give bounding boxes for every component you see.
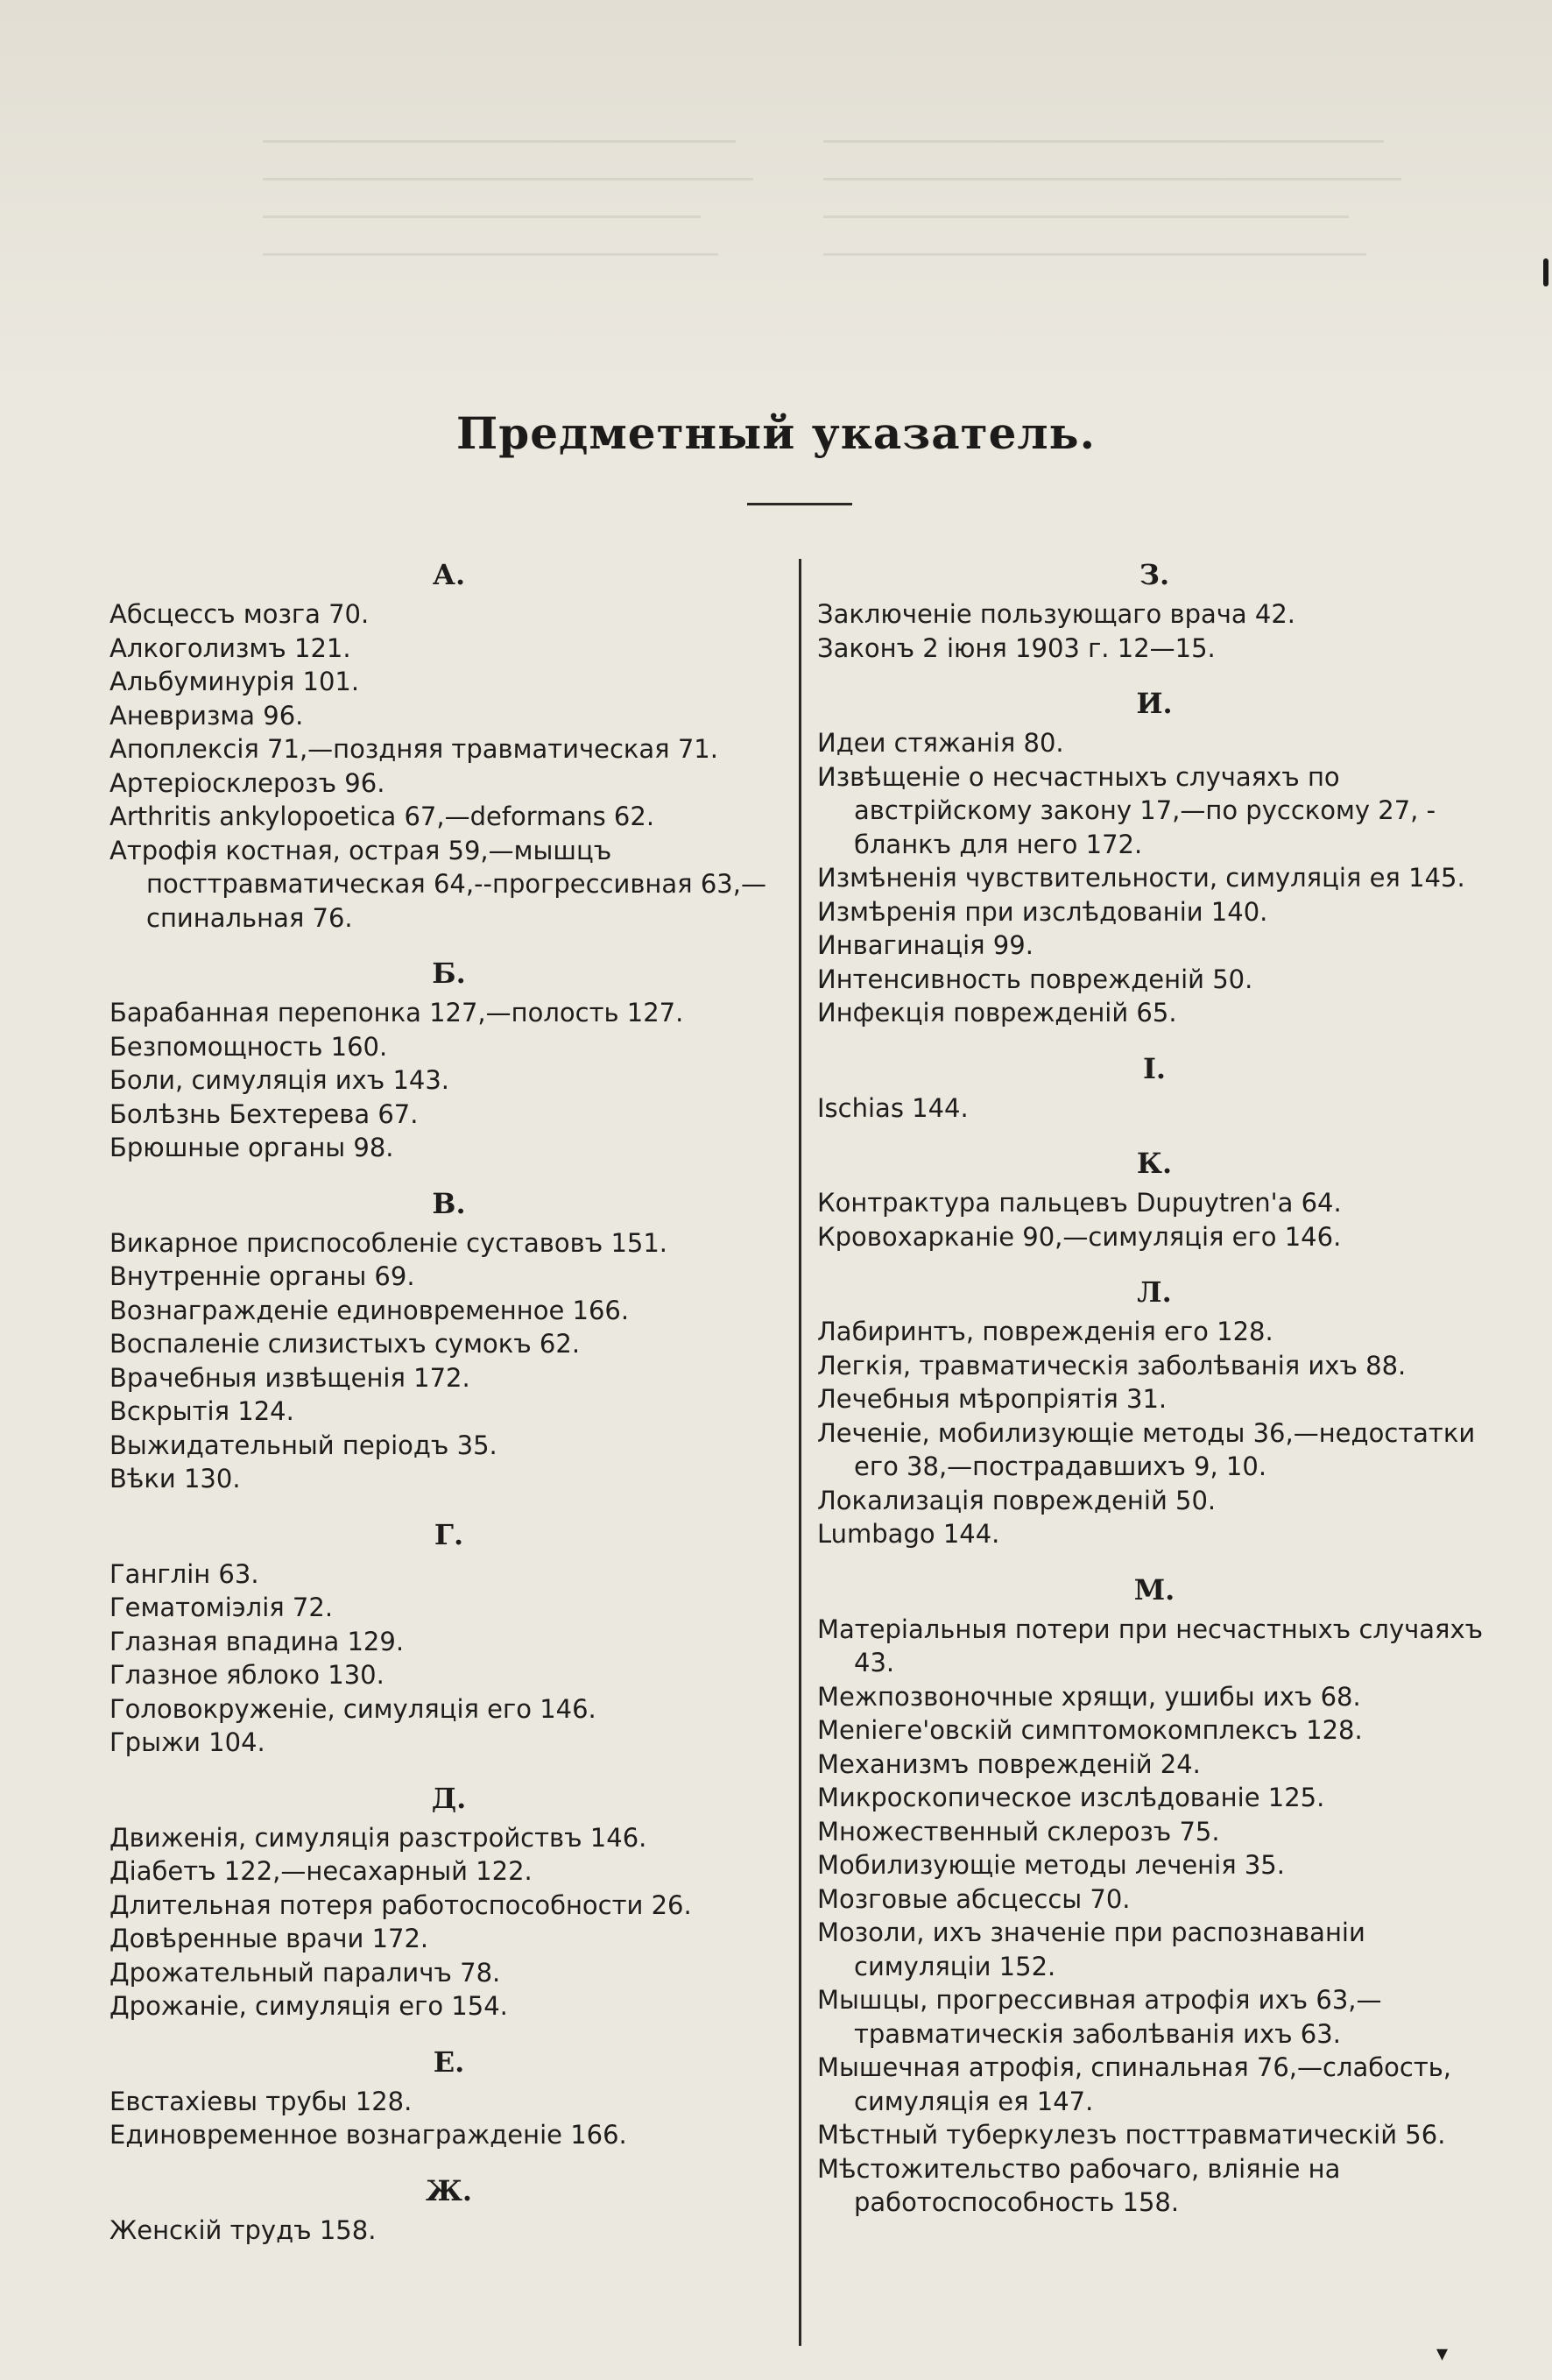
index-entry: Arthritis ankylopoetica 67,—deformans 62. — [109, 802, 655, 831]
index-entry: Вѣки 130. — [109, 1464, 241, 1494]
index-entry: Мобилизующіе методы леченія 35. — [817, 1850, 1285, 1880]
index-entry: Извѣщеніе о несчастныхъ случаяхъ по австрійскому закону 17,—по русскому 27, - бланкъ для него 172. — [817, 761, 1436, 859]
index-entry: Длительная потеря работоспособности 26. — [109, 1889, 692, 1920]
index-entry: Движенія, симуляція разстройствъ 146. — [109, 1822, 647, 1853]
index-letter-heading: К. — [1136, 1147, 1173, 1180]
index-entry: Матеріальныя потери при несчастныхъ случаяхъ 43. — [817, 1614, 1484, 1677]
index-letter-heading: А. — [432, 558, 466, 591]
index-entry: Инфекція поврежденій 65. — [817, 998, 1177, 1028]
index-entry: Вскрытія 124. — [109, 1396, 294, 1426]
index-letter-heading: Б. — [432, 957, 466, 990]
index-letter-heading: I. — [1142, 1051, 1167, 1085]
index-entry: Легкія, травматическія заболѣванія ихъ 88. — [817, 1350, 1407, 1381]
index-entry: Мѣстный туберкулезъ посттравматическій 56. — [817, 2120, 1446, 2150]
column-divider — [799, 559, 801, 2346]
index-letter-heading: В. — [432, 1186, 466, 1220]
show-through-decoration-right — [823, 123, 1436, 385]
index-letter-heading: Л. — [1137, 1275, 1172, 1309]
index-entry: Евстахіевы трубы 128. — [109, 2086, 413, 2116]
index-entry: Леченіе, мобилизующіе методы 36,—недостатки его 38,—пострадавшихъ 9, 10. — [817, 1417, 1476, 1481]
index-entry: Кровохарканіе 90,—симуляція его 146. — [817, 1221, 1342, 1252]
index-letter-heading: И. — [1136, 687, 1173, 720]
index-entry: Меnіеге'овскій симптомокомплексъ 128. — [817, 1715, 1363, 1745]
index-entry: Локализація поврежденій 50. — [817, 1485, 1217, 1515]
edge-ink-mark — [1543, 258, 1548, 286]
index-entry: Барабанная перепонка 127,—полость 127. — [109, 998, 684, 1028]
index-entry: Интенсивность поврежденій 50. — [817, 964, 1253, 994]
index-entry: Безпомощность 160. — [109, 1031, 388, 1062]
index-entry: Законъ 2 іюня 1903 г. 12—15. — [817, 632, 1216, 663]
index-entry: Мѣстожительство рабочаго, вліяніе на работоспособность 158. — [817, 2153, 1341, 2217]
index-entry: Микроскопическое изслѣдованіе 125. — [817, 1783, 1325, 1812]
index-entry: Лечебныя мѣропріятія 31. — [817, 1384, 1168, 1414]
show-through-decoration — [263, 123, 788, 385]
index-entry: Болѣзнь Бехтерева 67. — [109, 1098, 419, 1129]
index-entry: Альбуминурія 101. — [109, 667, 360, 696]
index-entry: Мышцы, прогрессивная атрофія ихъ 63,— травматическія заболѣванія ихъ 63. — [817, 1985, 1382, 2049]
index-entry: Головокруженіе, симуляція его 146. — [109, 1693, 596, 1724]
index-entry: Боли, симуляція ихъ 143. — [109, 1065, 450, 1095]
index-entry: Брюшные органы 98. — [109, 1133, 394, 1162]
index-entry: Идеи стяжанія 80. — [817, 728, 1064, 758]
index-entry: Межпозвоночные хрящи, ушибы ихъ 68. — [817, 1681, 1361, 1712]
index-entry: Довѣренные врачи 172. — [109, 1924, 429, 1953]
index-letter-heading: Ж. — [425, 2173, 473, 2207]
index-entry: Врачебныя извѣщенія 172. — [109, 1362, 470, 1393]
index-entry: Викарное приспособленіе суставовъ 151. — [109, 1227, 668, 1258]
index-entry: Мозоли, ихъ значеніе при распознаваніи симуляціи 152. — [817, 1917, 1365, 1981]
index-letter-heading: Е. — [433, 2045, 465, 2079]
index-entry: Артеріосклерозъ 96. — [109, 767, 385, 798]
index-entry: Глазная впадина 129. — [109, 1626, 405, 1656]
index-entry: Ганглін 63. — [109, 1558, 259, 1589]
index-entry: Женскій трудъ 158. — [109, 2214, 377, 2245]
index-entry: Инвагинація 99. — [817, 930, 1033, 960]
index-entry: Дрожательный параличъ 78. — [109, 1957, 501, 1988]
page-title: Предметный указатель. — [456, 407, 1096, 459]
index-entry: Измѣренія при изслѣдованіи 140. — [817, 896, 1268, 927]
index-letter-heading: З. — [1139, 558, 1170, 591]
index-entry: Лабиринтъ, поврежденія его 128. — [817, 1317, 1273, 1346]
index-entry: Абсцессъ мозга 70. — [109, 599, 370, 629]
index-entry: Апоплексія 71,—поздняя травматическая 71. — [109, 734, 718, 764]
title-rule — [747, 503, 852, 505]
index-entry: Lumbago 144. — [817, 1519, 1000, 1549]
index-entry: Измѣненія чувствительности, симуляція ея 145. — [817, 863, 1465, 893]
index-entry: Дрожаніе, симуляція его 154. — [109, 1991, 508, 2021]
index-entry: Гематоміэлія 72. — [109, 1593, 334, 1622]
index-entry: Воспаленіе слизистыхъ сумокъ 62. — [109, 1329, 581, 1359]
index-letter-heading: М. — [1133, 1572, 1175, 1607]
index-entry: Внутренніе органы 69. — [109, 1261, 415, 1291]
index-entry: Контрактура пальцевъ Dupuytren'a 64. — [817, 1188, 1342, 1218]
index-entry: Алкоголизмъ 121. — [109, 632, 351, 663]
index-letter-heading: Д. — [431, 1781, 467, 1815]
index-column-left — [109, 543, 788, 2247]
index-entry: Заключеніе пользующаго врача 42. — [817, 599, 1296, 629]
corner-mark: ▾ — [1436, 2341, 1449, 2367]
index-entry: Глазное яблоко 130. — [109, 1660, 384, 1690]
index-entry: Діабетъ 122,—несахарный 122. — [109, 1856, 533, 1886]
index-entry: Единовременное вознагражденіе 166. — [109, 2120, 627, 2150]
index-entry: Атрофія костная, острая 59,—мышцъ посттравматическая 64,--прогрессивная 63,— спинальная 76. — [109, 835, 766, 933]
index-entry: Множественный склерозъ 75. — [817, 1816, 1220, 1847]
index-entry: Мышечная атрофія, спинальная 76,—слабость, симуляція ея 147. — [817, 2052, 1452, 2116]
index-column-right — [817, 543, 1492, 2220]
index-entry: Выжидательный періодъ 35. — [109, 1430, 497, 1460]
index-entry: Грыжи 104. — [109, 1727, 265, 1757]
index-entry: Аневризма 96. — [109, 700, 304, 731]
index-entry: Мозговые абсцессы 70. — [817, 1883, 1131, 1914]
index-letter-heading: Г. — [434, 1517, 464, 1551]
index-entry: Вознагражденіе единовременное 166. — [109, 1295, 630, 1325]
index-entry: Ischias 144. — [817, 1092, 969, 1123]
index-entry: Механизмъ поврежденій 24. — [817, 1748, 1201, 1779]
